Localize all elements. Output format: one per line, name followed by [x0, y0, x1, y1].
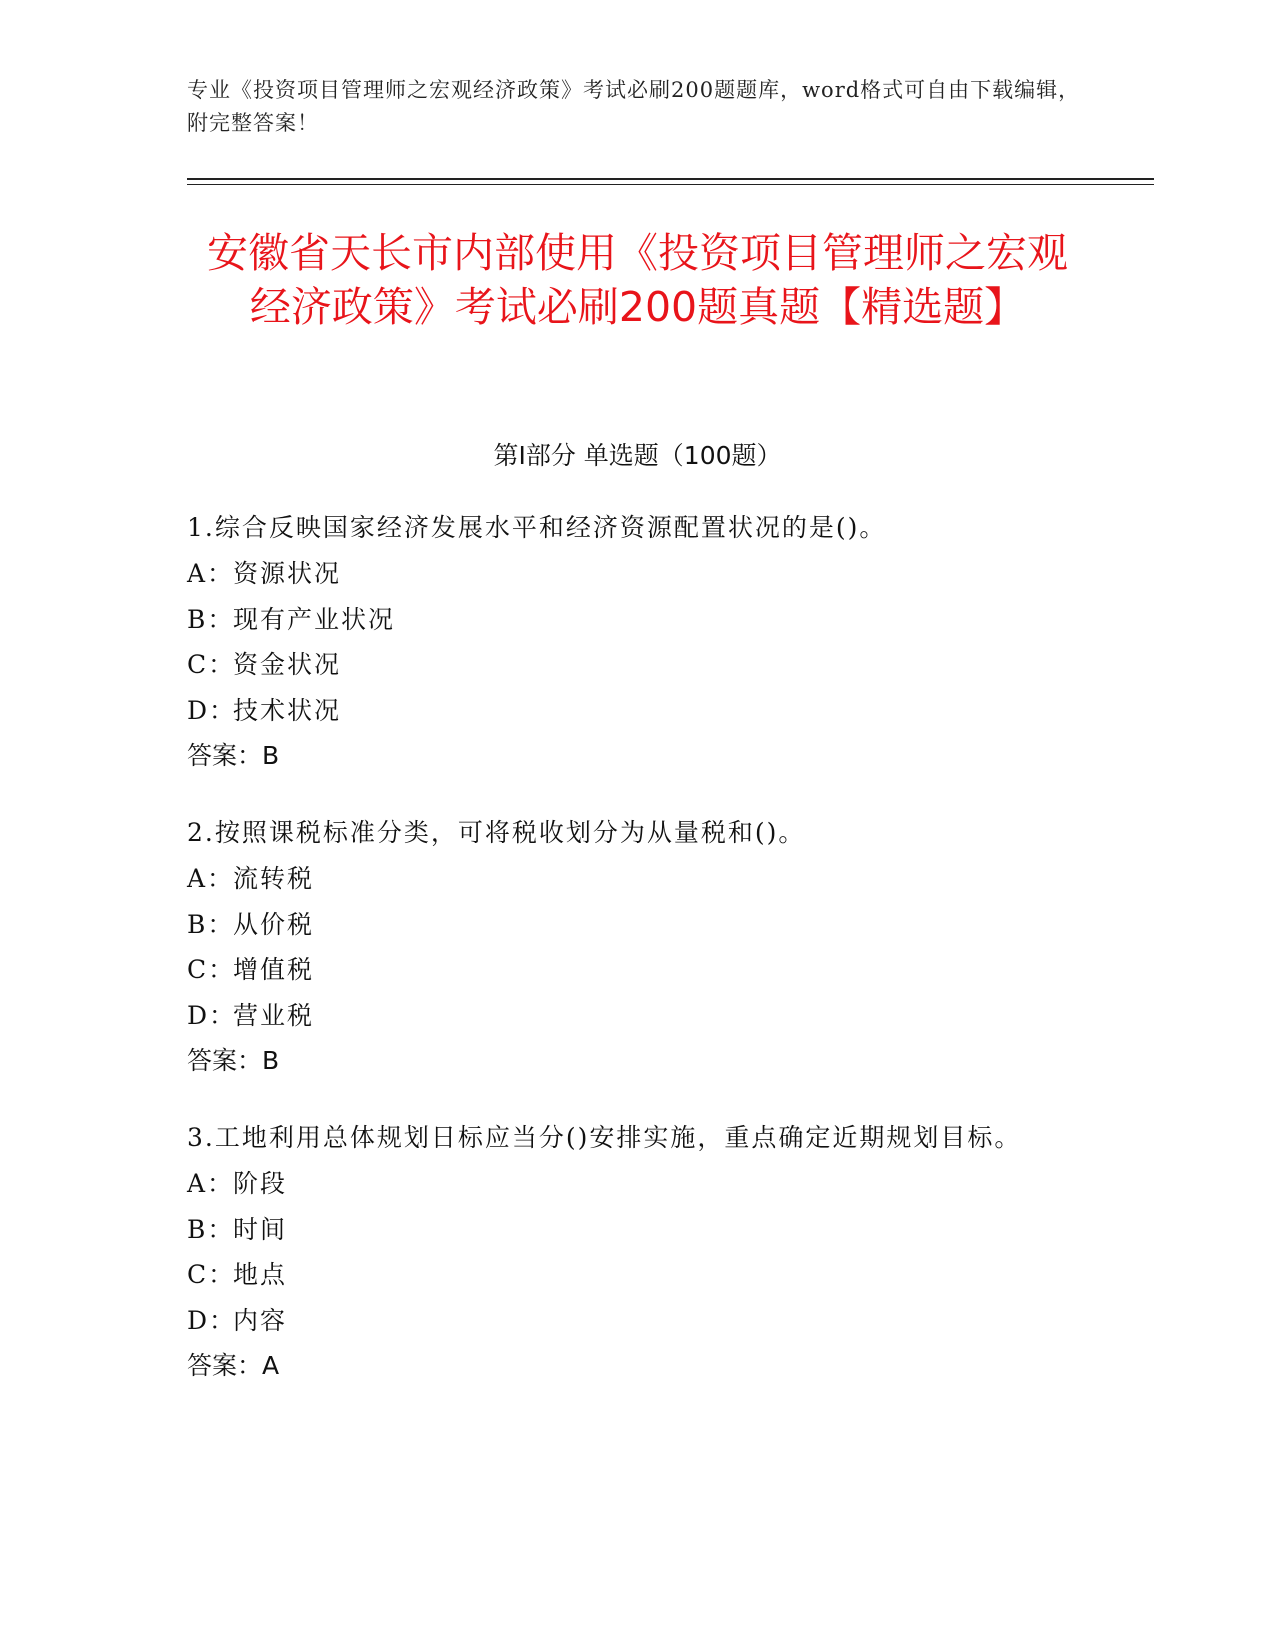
option-text: 资金状况 — [233, 650, 342, 679]
section-title: 第I部分 单选题（100题） — [493, 441, 782, 470]
option-text: 资源状况 — [233, 559, 342, 588]
question-3 — [187, 1115, 1067, 1388]
option-text: 现有产业状况 — [233, 604, 396, 634]
option-key: B： — [187, 1214, 235, 1244]
option-key: D： — [187, 1000, 237, 1030]
option-c — [187, 1252, 1067, 1298]
option-text: 技术状况 — [233, 695, 342, 725]
option-key: A： — [187, 559, 235, 588]
option-key: C： — [187, 955, 236, 984]
answer-label: 答案： — [187, 1351, 263, 1380]
question-stem: 1.综合反映国家经济发展水平和经济资源配置状况的是()。 — [187, 513, 887, 542]
option-text: 流转税 — [233, 864, 315, 893]
header-note: 专业《投资项目管理师之宏观经济政策》考试必刷200题题库，word格式可自由下载编辑，附完整答案！ — [187, 78, 1081, 135]
option-a — [187, 551, 1067, 597]
header-divider-thin — [187, 184, 1154, 185]
question-stem: 2.按照课税标准分类，可将税收划分为从量税和()。 — [187, 818, 806, 847]
header-divider — [187, 178, 1154, 180]
answer-line — [187, 733, 1067, 778]
option-key: A： — [187, 864, 235, 893]
option-text: 内容 — [233, 1305, 288, 1335]
option-b — [187, 1207, 1067, 1253]
option-text: 营业税 — [233, 1000, 315, 1030]
option-text: 时间 — [233, 1214, 288, 1244]
option-key: B： — [187, 604, 235, 634]
option-text: 从价税 — [233, 909, 315, 939]
option-key: B： — [187, 909, 235, 939]
answer-value: B — [262, 741, 280, 770]
answer-label: 答案： — [187, 1046, 263, 1075]
answer-line — [187, 1343, 1067, 1388]
option-text: 阶段 — [233, 1169, 288, 1198]
answer-label: 答案： — [187, 741, 263, 770]
answer-value: A — [262, 1351, 280, 1380]
question-stem: 3.工地利用总体规划日标应当分()安排实施，重点确定近期规划目标。 — [187, 1123, 1022, 1152]
option-key: D： — [187, 1305, 237, 1335]
option-key: C： — [187, 1260, 236, 1289]
option-d — [187, 688, 1067, 734]
option-a — [187, 856, 1067, 902]
answer-value: B — [262, 1046, 280, 1075]
option-b — [187, 902, 1067, 948]
question-1 — [187, 505, 1067, 778]
question-2 — [187, 810, 1067, 1083]
option-b — [187, 597, 1067, 643]
option-key: C： — [187, 650, 236, 679]
option-text: 地点 — [233, 1260, 288, 1289]
option-c — [187, 947, 1067, 993]
option-c — [187, 642, 1067, 688]
option-d — [187, 993, 1067, 1039]
option-text: 增值税 — [233, 955, 315, 984]
document-title: 安徽省天长市内部使用《投资项目管理师之宏观经济政策》考试必刷200题真题【精选题】 — [207, 229, 1068, 331]
option-key: A： — [187, 1169, 235, 1198]
option-key: D： — [187, 695, 237, 725]
answer-line — [187, 1038, 1067, 1083]
option-d — [187, 1298, 1067, 1344]
option-a — [187, 1161, 1067, 1207]
